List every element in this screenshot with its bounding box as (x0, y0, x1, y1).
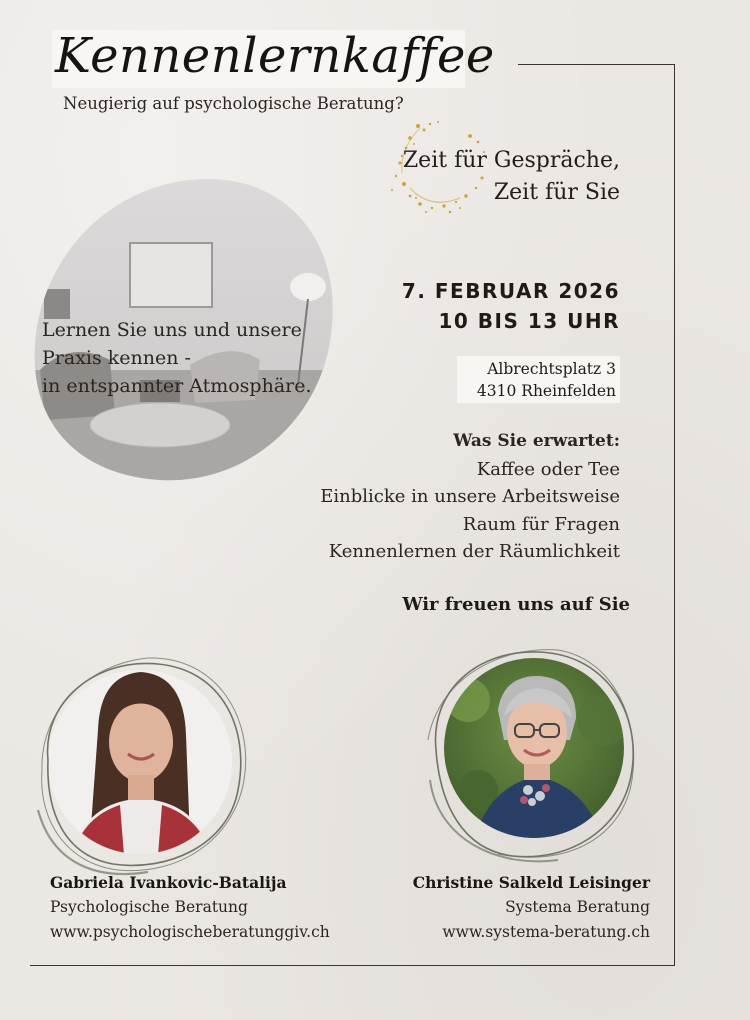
intro-line-2: Praxis kennen - (42, 347, 191, 369)
event-date-time (402, 276, 620, 336)
person-website-link[interactable]: www.psychologischeberatunggiv.ch (50, 923, 330, 941)
contact-christine (413, 870, 650, 945)
intro-line-1: Lernen Sie uns und unsere (42, 319, 302, 341)
address-city: 4310 Rheinfelden (476, 382, 616, 400)
event-date: 7. FEBRUAR 2026 (401, 279, 620, 303)
event-time: 10 BIS 13 UHR (438, 309, 620, 333)
list-item: Raum für Fragen (462, 513, 620, 535)
expectations-heading: Was Sie erwartet: (453, 431, 620, 451)
portrait-christine (418, 640, 648, 870)
expectations-list (320, 428, 620, 566)
list-item: Kaffee oder Tee (476, 458, 620, 480)
tagline-line-1: Zeit für Gespräche, (402, 148, 620, 173)
closing-text: Wir freuen uns auf Sie (402, 594, 630, 615)
address-street: Albrechtsplatz 3 (487, 360, 616, 378)
intro-line-3: in entspannter Atmosphäre. (42, 375, 312, 397)
portrait-gabriela (28, 650, 258, 880)
person-website-link[interactable]: www.systema-beratung.ch (442, 923, 650, 941)
tagline-line-2: Zeit für Sie (493, 180, 620, 205)
list-item: Einblicke in unsere Arbeitsweise (320, 486, 620, 507)
frame-line-right (674, 64, 675, 966)
frame-line-top (518, 64, 674, 65)
person-role: Psychologische Beratung (50, 898, 248, 916)
frame-line-bottom (30, 965, 675, 966)
person-name: Gabriela Ivankovic-Batalija (50, 873, 287, 892)
contact-gabriela (50, 870, 330, 945)
tagline (403, 145, 620, 209)
event-address (457, 356, 620, 403)
person-name: Christine Salkeld Leisinger (412, 873, 650, 892)
person-role: Systema Beratung (505, 898, 650, 916)
intro-text (42, 316, 312, 400)
list-item: Kennenlernen der Räumlichkeit (328, 541, 620, 562)
page-title: Kennenlernkaffee (55, 28, 495, 84)
page-subtitle: Neugierig auf psychologische Beratung? (63, 94, 404, 113)
